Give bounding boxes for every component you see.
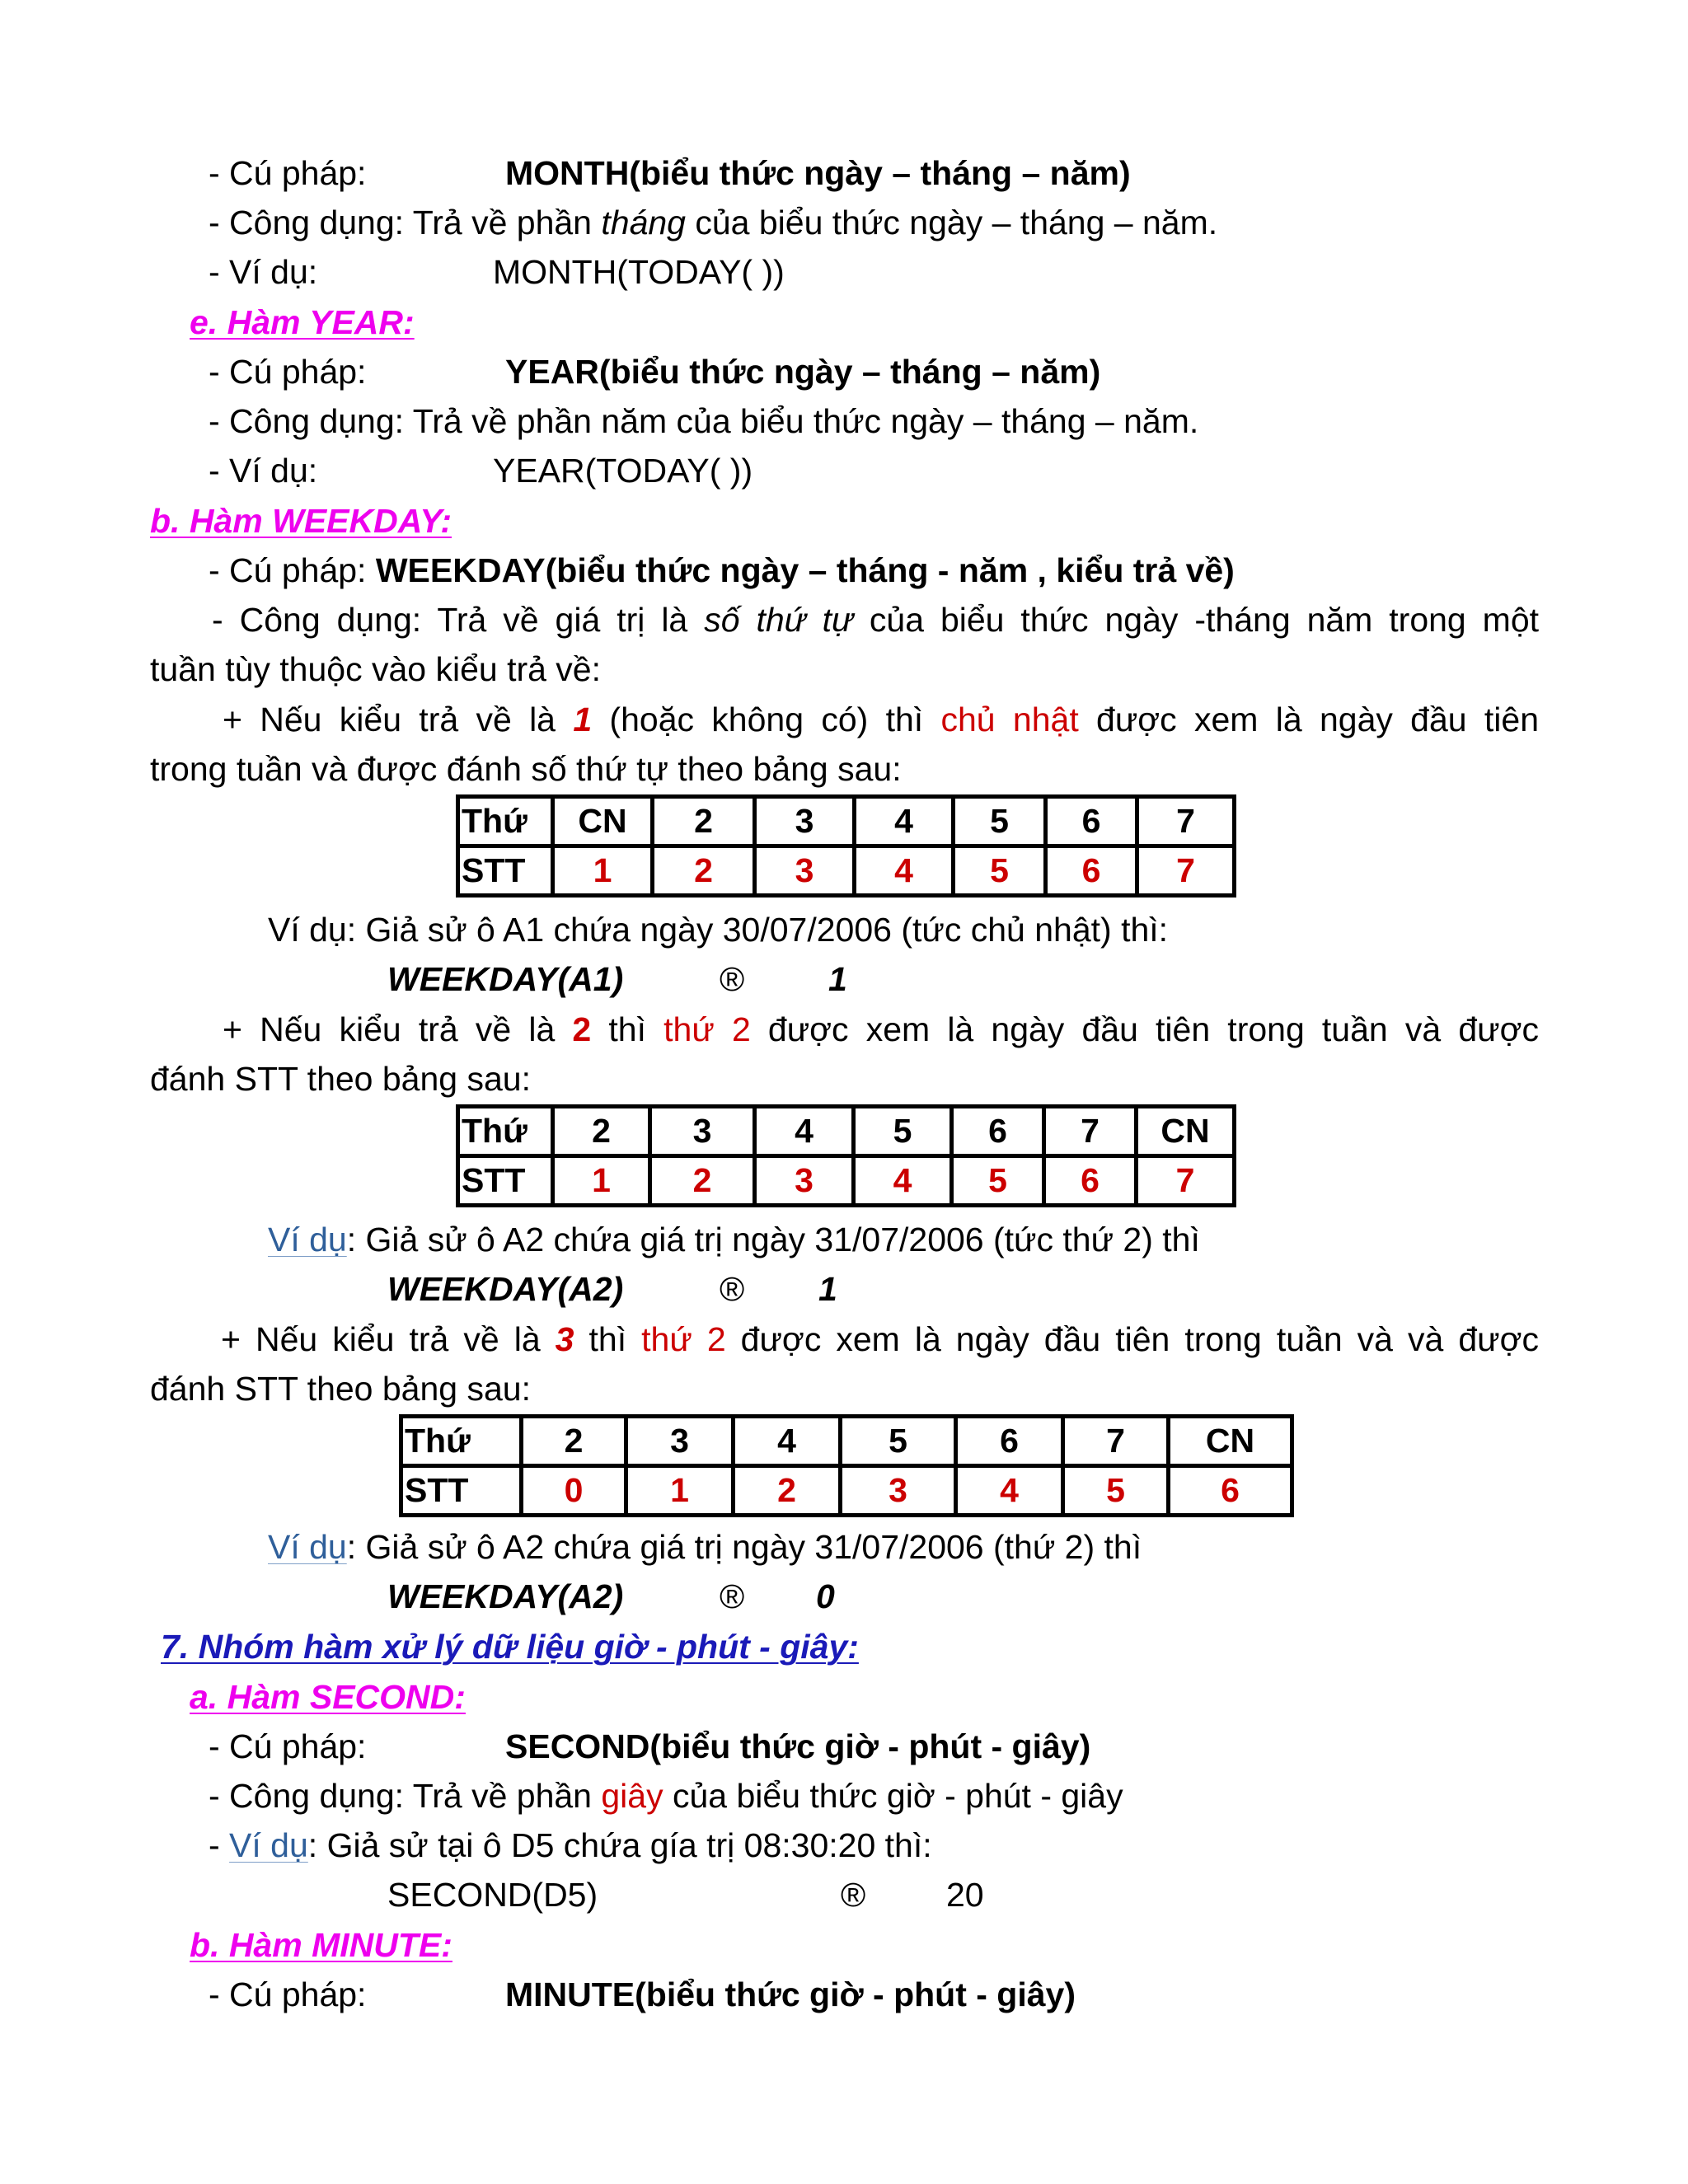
table-cell: 5 [954,846,1046,896]
table-cell: 4 [755,1107,854,1156]
minute-syntax: MINUTE(biểu thức giờ - phút - giây) [505,1975,1076,2013]
table-cell: 5 [1063,1466,1169,1516]
table-cell: 4 [855,846,954,896]
year-example-label: - Ví dụ: [209,452,318,490]
case3-example: Ví dụ: Giả sử ô A2 chứa giá trị ngày 31/07/2006 (thứ 2) thì [268,1528,1142,1566]
table-cell: 6 [956,1417,1063,1466]
case1-example: Ví dụ: Giả sử ô A1 chứa ngày 30/07/2006 (tức chủ nhật) thì: [268,911,1169,949]
table-cell: 4 [855,797,954,846]
table-row-thu [458,1107,1235,1156]
table-cell: 6 [952,1107,1044,1156]
table-cell: 2 [653,797,755,846]
table-cell: 6 [1046,797,1137,846]
case1-line2: trong tuần và được đánh số thứ tự theo bảng sau: [150,750,902,788]
month-usage: - Công dụng: Trả về phần tháng của biểu thức ngày – tháng – năm. [209,204,1218,241]
case2-line1: + Nếu kiểu trả về là 2 thì thứ 2 được xem là ngày đầu tiên trong tuần và được [223,1010,1539,1048]
second-usage: - Công dụng: Trả về phần giây của biểu thức giờ - phút - giây [209,1777,1123,1815]
year-syntax-label: - Cú pháp: [209,353,367,391]
table-cell: 4 [734,1417,841,1466]
table-row-thu [401,1417,1292,1466]
table-cell-header: STT [401,1466,522,1516]
table-cell: 7 [1137,797,1235,846]
case1-formula: WEEKDAY(A1) [387,960,624,998]
table-cell: CN [1137,1107,1235,1156]
table-row-stt [458,1156,1235,1206]
table-cell: 3 [841,1466,956,1516]
table-row-stt [458,846,1235,896]
table-cell-header: STT [458,846,553,896]
month-syntax: MONTH(biểu thức ngày – tháng – năm) [505,154,1131,192]
table-cell: 2 [522,1417,626,1466]
table-cell-header: Thứ [458,1107,553,1156]
case1-line1: + Nếu kiểu trả về là 1 (hoặc không có) thì chủ nhật được xem là ngày đầu tiên [223,701,1540,738]
table-cell: 3 [755,846,855,896]
second-syntax: SECOND(biểu thức giờ - phút - giây) [505,1727,1091,1765]
second-example: - Ví dụ: Giả sử tại ô D5 chứa gía trị 08:30:20 thì: [209,1826,932,1864]
table-cell: 7 [1044,1107,1137,1156]
table-cell: 7 [1137,846,1235,896]
table-cell: 7 [1063,1417,1169,1466]
second-heading: a. Hàm SECOND: [190,1678,466,1716]
table-cell: 5 [952,1156,1044,1206]
table-cell-header: Thứ [401,1417,522,1466]
year-syntax: YEAR(biểu thức ngày – tháng – năm) [505,353,1101,391]
table-cell: 3 [755,1156,854,1206]
weekday-type3-table [399,1414,1294,1517]
table-cell: CN [553,797,653,846]
weekday-syntax: - Cú pháp: WEEKDAY(biểu thức ngày – tháng - năm , kiểu trả về) [209,551,1235,589]
table-cell: 6 [1044,1156,1137,1206]
table-row-thu [458,797,1235,846]
group7-heading: 7. Nhóm hàm xử lý dữ liệu giờ - phút - giây: [161,1628,859,1666]
case2-line2: đánh STT theo bảng sau: [150,1060,531,1098]
year-example: YEAR(TODAY( )) [493,452,753,490]
weekday-type2-table [456,1104,1236,1207]
second-formula: SECOND(D5) [387,1876,598,1914]
table-cell: 1 [553,1156,650,1206]
table-cell: 4 [854,1156,952,1206]
month-example-label: - Ví dụ: [209,253,318,291]
case3-formula: WEEKDAY(A2) [387,1577,624,1615]
case3-line1: + Nếu kiểu trả về là 3 thì thứ 2 được xem là ngày đầu tiên trong tuần và và được [221,1320,1539,1358]
table-cell: 1 [553,846,653,896]
table-cell-header: STT [458,1156,553,1206]
second-arrow: ® [841,1876,866,1914]
table-cell: 6 [1169,1466,1292,1516]
table-cell: 2 [553,1107,650,1156]
minute-heading: b. Hàm MINUTE: [190,1926,452,1964]
table-cell: 4 [956,1466,1063,1516]
example-link[interactable]: Ví dụ [268,1528,347,1566]
case2-result: 1 [818,1270,837,1308]
month-syntax-label: - Cú pháp: [209,154,367,192]
weekday-heading: b. Hàm WEEKDAY: [150,502,452,540]
table-cell-header: Thứ [458,797,553,846]
example-link[interactable]: Ví dụ [229,1826,308,1864]
table-row-stt [401,1466,1292,1516]
case2-example: Ví dụ: Giả sử ô A2 chứa giá trị ngày 31/07/2006 (tức thứ 2) thì [268,1221,1200,1258]
table-cell: CN [1169,1417,1292,1466]
table-cell: 5 [841,1417,956,1466]
case2-arrow: ® [720,1270,745,1308]
table-cell: 5 [854,1107,952,1156]
year-usage: - Công dụng: Trả về phần năm của biểu thức ngày – tháng – năm. [209,402,1199,440]
table-cell: 7 [1137,1156,1235,1206]
example-link[interactable]: Ví dụ [268,1221,347,1258]
table-cell: 2 [734,1466,841,1516]
case1-arrow: ® [720,960,745,998]
table-cell: 5 [954,797,1046,846]
case3-line2: đánh STT theo bảng sau: [150,1370,531,1408]
second-syntax-label: - Cú pháp: [209,1727,367,1765]
case1-result: 1 [828,960,847,998]
case3-result: 0 [816,1577,835,1615]
table-cell: 3 [650,1107,755,1156]
table-cell: 2 [653,846,755,896]
month-example: MONTH(TODAY( )) [493,253,785,291]
minute-syntax-label: - Cú pháp: [209,1975,367,2013]
case2-formula: WEEKDAY(A2) [387,1270,624,1308]
table-cell: 3 [626,1417,734,1466]
weekday-type1-table [456,794,1236,898]
table-cell: 3 [755,797,855,846]
table-cell: 0 [522,1466,626,1516]
weekday-usage-line2: tuần tùy thuộc vào kiểu trả về: [150,650,601,688]
table-cell: 1 [626,1466,734,1516]
table-cell: 2 [650,1156,755,1206]
table-cell: 6 [1046,846,1137,896]
year-heading: e. Hàm YEAR: [190,303,415,341]
second-result: 20 [946,1876,984,1914]
weekday-usage-line1: - Công dụng: Trả về giá trị là số thứ tự của biểu thức ngày -tháng năm trong một [212,601,1540,639]
case3-arrow: ® [720,1577,745,1615]
